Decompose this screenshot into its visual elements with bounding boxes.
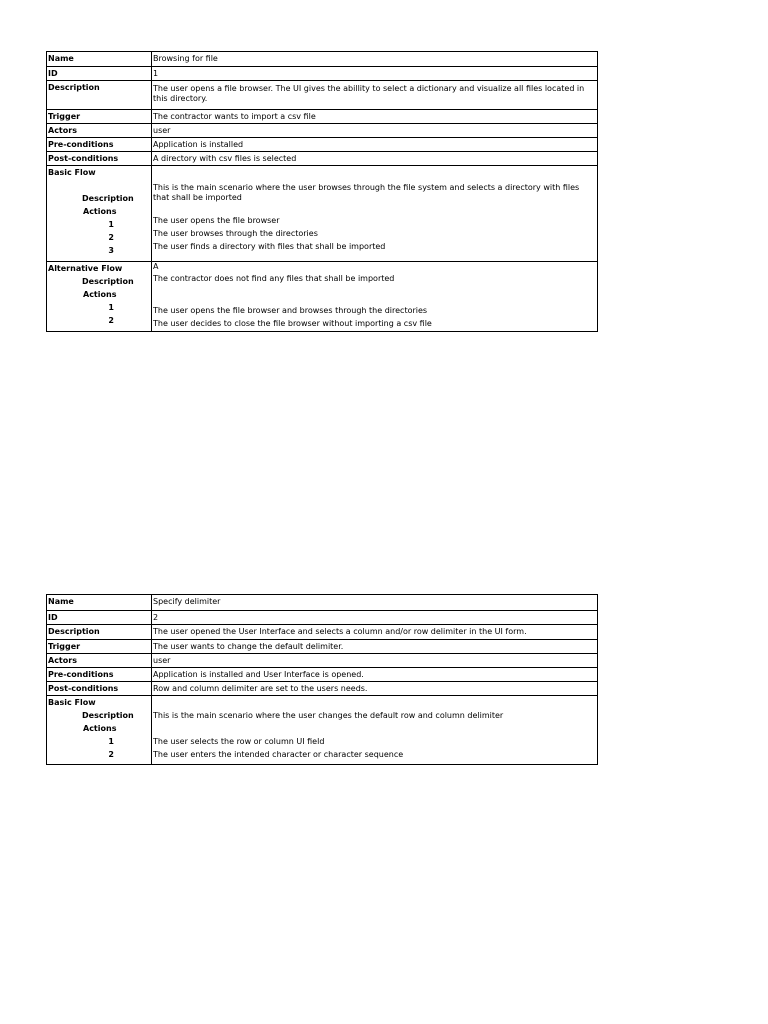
basic-flow-actions-label: Actions xyxy=(83,207,117,216)
name-value: Browsing for file xyxy=(153,54,218,63)
row-description xyxy=(47,624,597,639)
postconditions-label: Post-conditions xyxy=(47,682,152,695)
row-preconditions xyxy=(47,667,597,681)
section-basic-flow xyxy=(47,165,597,261)
id-label: ID xyxy=(47,611,152,624)
description-label: Description xyxy=(47,81,152,109)
trigger-label: Trigger xyxy=(47,110,152,123)
postconditions-label: Post-conditions xyxy=(47,152,152,165)
actors-label: Actors xyxy=(47,124,152,137)
preconditions-label: Pre-conditions xyxy=(47,668,152,681)
actors-value: user xyxy=(153,126,171,135)
row-description xyxy=(47,80,597,109)
basic-flow-action-text: The user enters the intended character or character sequence xyxy=(153,750,404,759)
basic-flow-action-number: 2 xyxy=(108,750,114,759)
basic-flow-description-value: This is the main scenario where the user browses through the file system and selects a directory with files that shall be imported xyxy=(153,183,580,202)
postconditions-value: A directory with csv files is selected xyxy=(153,154,297,163)
basic-flow-description-label: Description xyxy=(82,711,134,720)
alternative-flow-action-text: The user opens the file browser and browses through the directories xyxy=(153,306,428,315)
actors-label: Actors xyxy=(47,654,152,667)
alternative-flow-description-value: The contractor does not find any files that shall be imported xyxy=(153,274,395,283)
description-value: The user opened the User Interface and selects a column and/or row delimiter in the UI form. xyxy=(153,627,527,636)
row-trigger xyxy=(47,639,597,653)
description-label: Description xyxy=(47,625,152,639)
trigger-label: Trigger xyxy=(47,640,152,653)
preconditions-value: Application is installed and User Interface is opened. xyxy=(153,670,364,679)
name-label: Name xyxy=(47,52,152,66)
alternative-flow-description-label: Description xyxy=(82,277,134,286)
basic-flow-actions-label: Actions xyxy=(83,724,117,733)
alternative-flow-action-number: 1 xyxy=(108,303,114,312)
trigger-value: The user wants to change the default delimiter. xyxy=(153,642,344,651)
alternative-flow-id-value: A xyxy=(153,262,159,271)
row-actors xyxy=(47,653,597,667)
basic-flow-description-value: This is the main scenario where the user changes the default row and column delimiter xyxy=(153,711,504,720)
preconditions-value: Application is installed xyxy=(153,140,244,149)
row-preconditions xyxy=(47,137,597,151)
actors-value: user xyxy=(153,656,171,665)
basic-flow-action-number: 2 xyxy=(108,233,114,242)
row-actors xyxy=(47,123,597,137)
row-postconditions xyxy=(47,151,597,165)
id-value: 2 xyxy=(153,613,159,622)
basic-flow-label: Basic Flow xyxy=(48,698,96,707)
section-alternative-flow xyxy=(47,261,597,331)
name-value: Specify delimiter xyxy=(153,597,221,606)
preconditions-label: Pre-conditions xyxy=(47,138,152,151)
alternative-flow-action-number: 2 xyxy=(108,316,114,325)
alternative-flow-action-text: The user decides to close the file browser without importing a csv file xyxy=(153,319,432,328)
id-label: ID xyxy=(47,67,152,80)
basic-flow-action-text: The user opens the file browser xyxy=(153,216,280,225)
row-name xyxy=(47,52,597,66)
use-case-table-browsing-for-file xyxy=(46,51,598,332)
row-trigger xyxy=(47,109,597,123)
basic-flow-action-number: 3 xyxy=(108,246,114,255)
basic-flow-action-text: The user browses through the directories xyxy=(153,229,318,238)
alternative-flow-actions-label: Actions xyxy=(83,290,117,299)
basic-flow-action-number: 1 xyxy=(108,737,114,746)
basic-flow-label: Basic Flow xyxy=(48,168,96,177)
trigger-value: The contractor wants to import a csv file xyxy=(153,112,316,121)
basic-flow-action-number: 1 xyxy=(108,220,114,229)
id-value: 1 xyxy=(153,69,159,78)
alternative-flow-label: Alternative Flow xyxy=(48,264,123,273)
postconditions-value: Row and column delimiter are set to the users needs. xyxy=(153,684,368,693)
row-id xyxy=(47,66,597,80)
row-postconditions xyxy=(47,681,597,695)
basic-flow-description-label: Description xyxy=(82,194,134,203)
basic-flow-action-text: The user selects the row or column UI field xyxy=(153,737,325,746)
description-value: The user opens a file browser. The UI gives the abillity to select a dictionary and visualize all files located in this directory. xyxy=(153,84,585,103)
use-case-table-specify-delimiter xyxy=(46,594,598,765)
section-basic-flow xyxy=(47,695,597,764)
row-name xyxy=(47,595,597,610)
row-id xyxy=(47,610,597,624)
basic-flow-action-text: The user finds a directory with files that shall be imported xyxy=(153,242,386,251)
name-label: Name xyxy=(47,595,152,610)
